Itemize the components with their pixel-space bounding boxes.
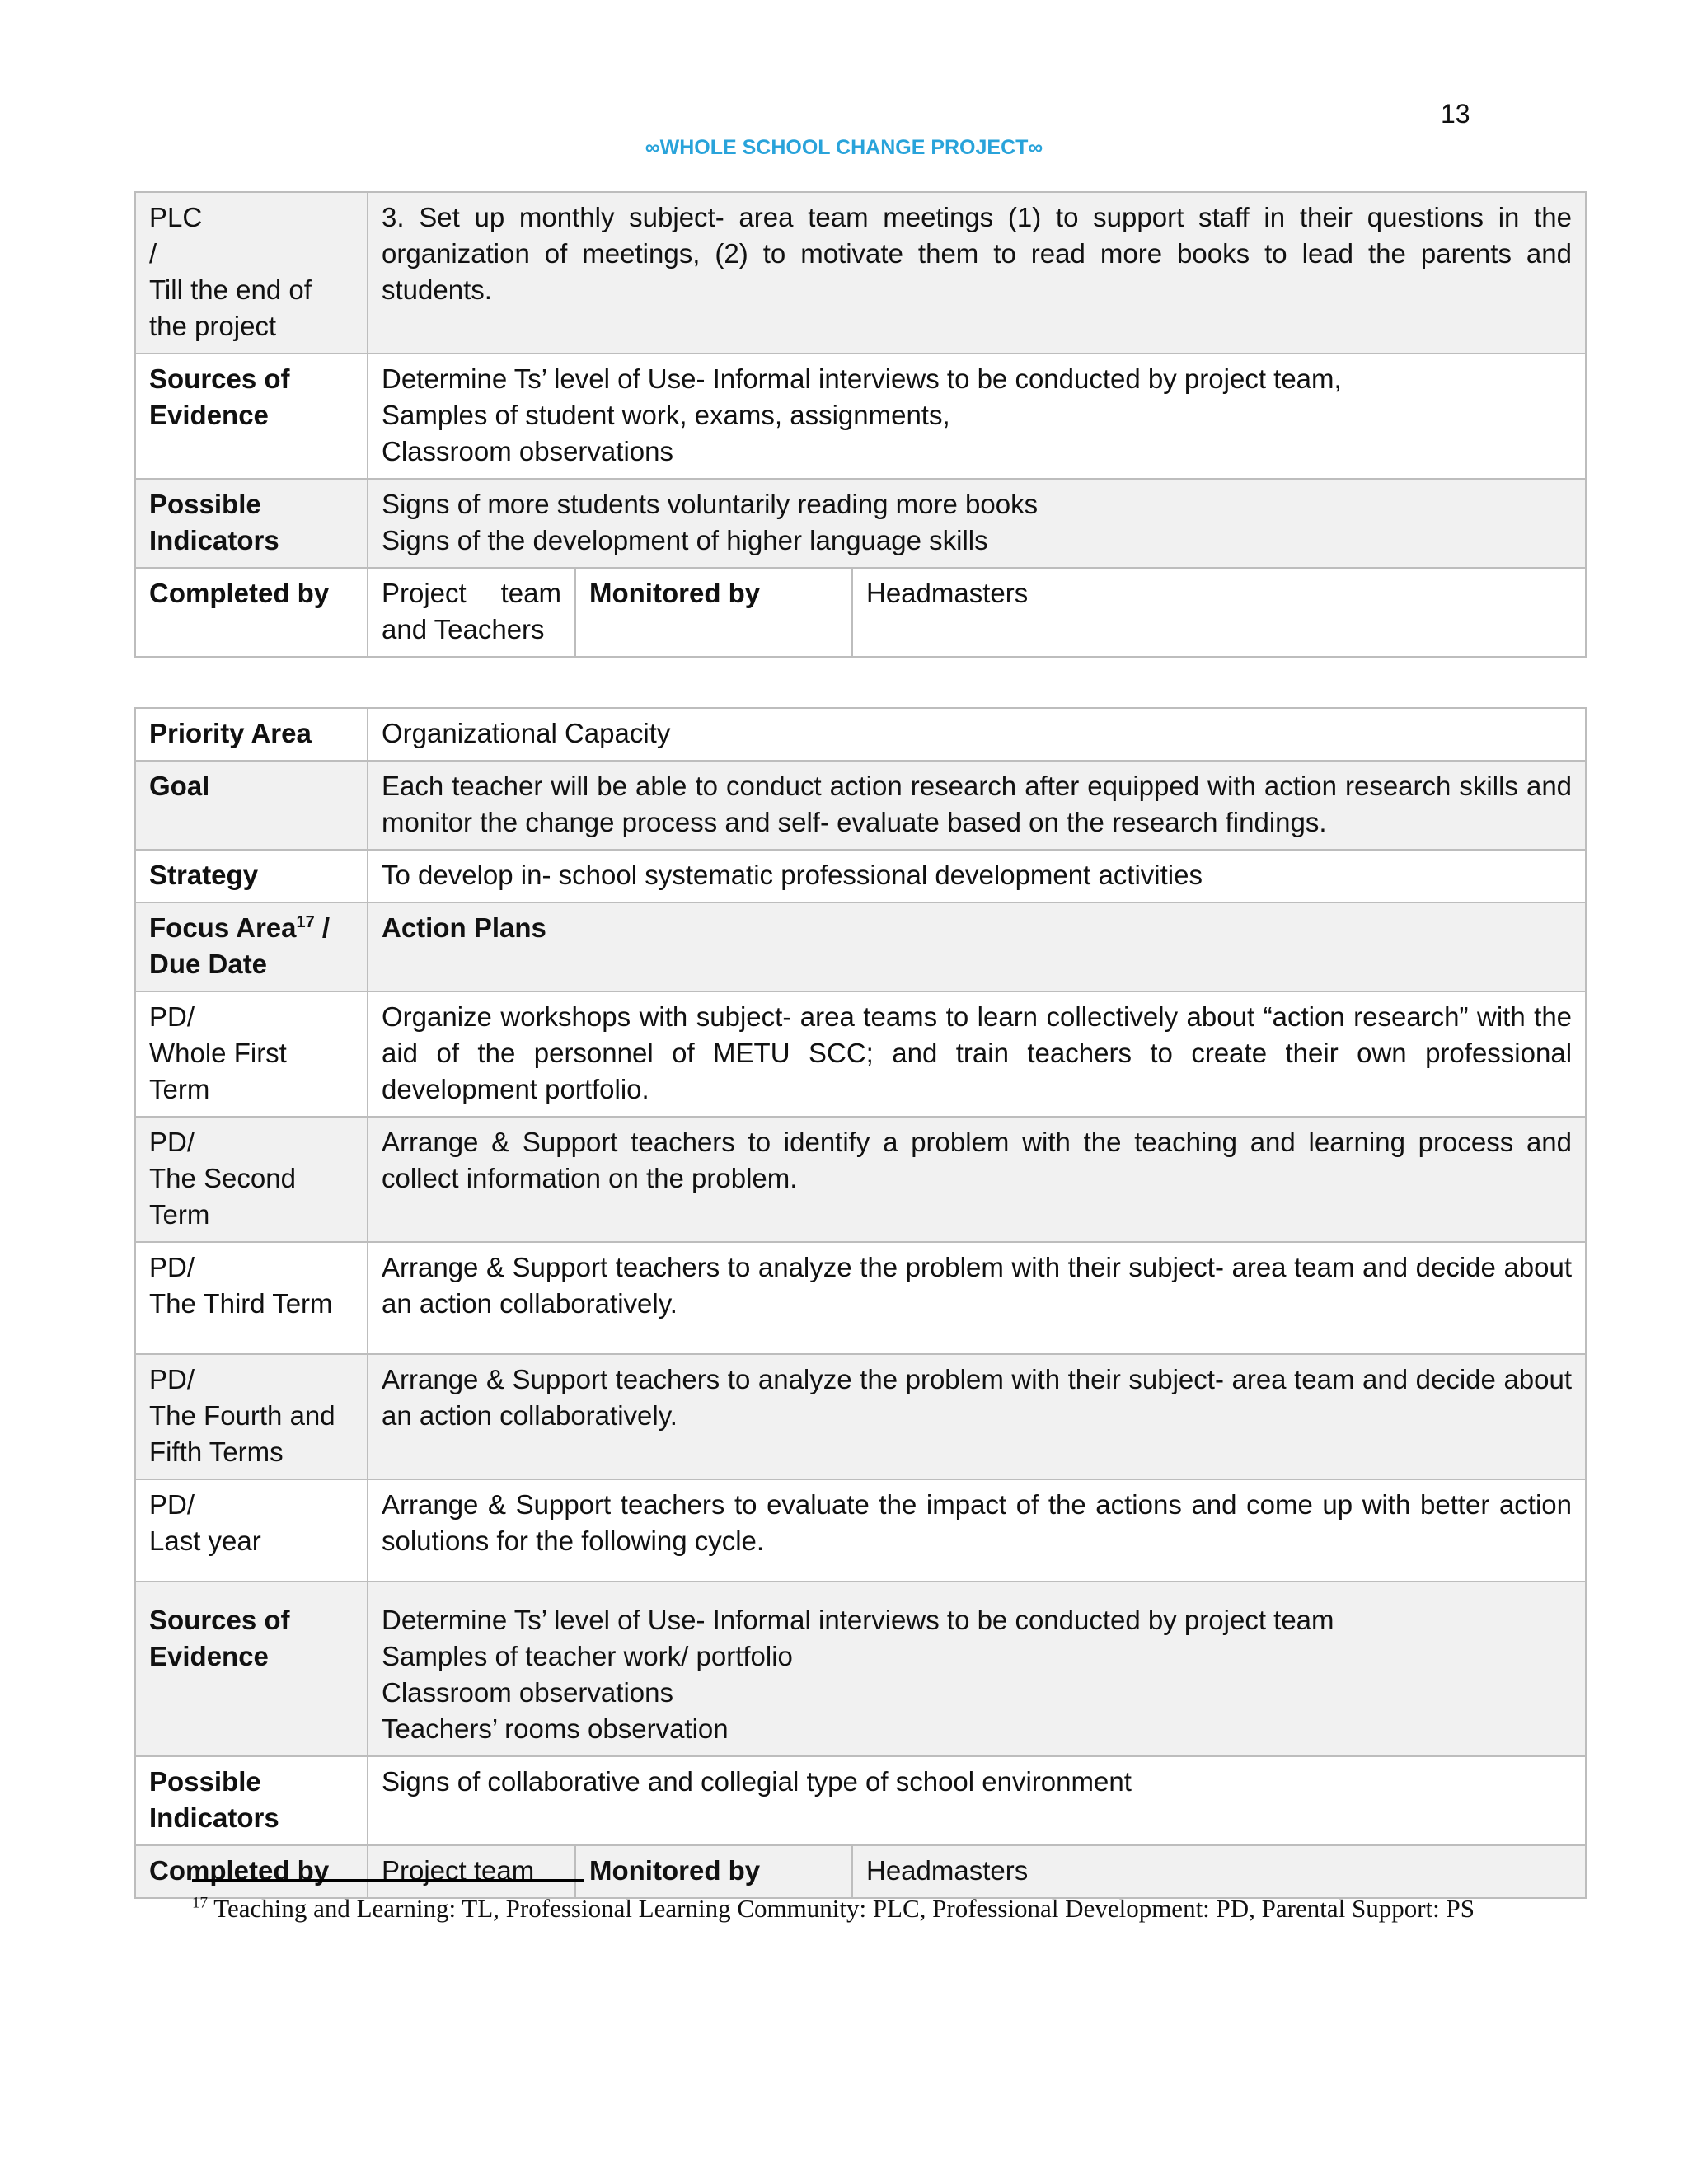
monitored-by-value: Headmasters [852,568,1586,657]
focus-area-cell [135,1479,368,1582]
running-header: ∞WHOLE SCHOOL CHANGE PROJECT∞ [645,136,1043,159]
focus-area-cell [135,991,368,1117]
possible-indicators-label: Possible Indicators [135,1756,368,1845]
focus-line: Term [149,1074,210,1104]
focus-area-cell [135,1354,368,1479]
sources-of-evidence-label: Sources of Evidence [135,1582,368,1756]
table-row [135,1582,1586,1756]
indicator-line: Signs of the development of higher language skills [382,525,988,555]
focus-line: Fifth Terms [149,1436,284,1467]
monitored-by-label: Monitored by [575,568,852,657]
focus-line: Last year [149,1526,261,1556]
action-plan-cell: Organize workshops with subject- area teams to learn collectively about “action research” with the aid of the personnel of METU SCC; and train teachers to create their own professional development portfolio. [368,991,1586,1117]
focus-line: Whole First [149,1038,287,1068]
possible-indicators-cell: Signs of collaborative and collegial type of school environment [368,1756,1586,1845]
focus-area-label: Focus Area [149,912,297,943]
action-plan-cell: 3. Set up monthly subject- area team meetings (1) to support staff in their questions in the organization of meetings, (2) to motivate them to read more books to lead the parents and students. [368,192,1586,354]
focus-line: PD/ [149,1001,195,1032]
monitored-by-label: Monitored by [575,1845,852,1898]
focus-line: PD/ [149,1127,195,1157]
goal-label: Goal [135,761,368,850]
label-line: Till the end of [149,274,312,305]
due-date-label: Due Date [149,949,268,979]
table-row [135,708,1586,761]
footnote-text: Teaching and Learning: TL, Professional Learning Community: PLC, Professional Development: PD, Parental Support: PS [208,1894,1475,1923]
priority-area-value: Organizational Capacity [368,708,1586,761]
focus-area-header [135,902,368,991]
table-row [135,1756,1586,1845]
focus-area-suffix: / [314,912,331,943]
table-row [135,850,1586,902]
label-line: / [149,238,157,269]
action-plans-header: Action Plans [368,902,1586,991]
table-row [135,568,1586,657]
footnote-separator [192,1879,584,1882]
table-row [135,1117,1586,1242]
action-plan-cell: Arrange & Support teachers to analyze the problem with their subject- area team and decide about an action collaboratively. [368,1242,1586,1354]
strategy-label: Strategy [135,850,368,902]
table-row [135,1354,1586,1479]
goal-value: Each teacher will be able to conduct action research after equipped with action research skills and monitor the change process and self- evaluate based on the research findings. [368,761,1586,850]
footnote-marker: 17 [192,1894,208,1912]
table-row [135,1845,1586,1898]
sources-of-evidence-cell [368,354,1586,479]
plc-action-table [134,191,1587,658]
evidence-line: Samples of student work, exams, assignments, [382,400,950,430]
organizational-capacity-table [134,707,1587,1899]
focus-line: The Fourth and [149,1400,335,1431]
focus-area-cell [135,1117,368,1242]
table-row [135,761,1586,850]
strategy-value: To develop in- school systematic professional development activities [368,850,1586,902]
priority-area-label: Priority Area [135,708,368,761]
completed-by-value: Project team and Teachers [368,568,575,657]
evidence-line: Teachers’ rooms observation [382,1713,729,1744]
table-row [135,354,1586,479]
evidence-line: Determine Ts’ level of Use- Informal interviews to be conducted by project team [382,1605,1334,1635]
label-line: the project [149,311,277,341]
focus-line: Term [149,1199,210,1230]
focus-line: PD/ [149,1489,195,1520]
completed-by-label: Completed by [135,1845,368,1898]
focus-line: The Third Term [149,1288,333,1319]
evidence-line: Classroom observations [382,436,673,466]
table-row [135,1242,1586,1354]
possible-indicators-cell [368,479,1586,568]
evidence-line: Samples of teacher work/ portfolio [382,1641,793,1671]
action-plan-cell: Arrange & Support teachers to evaluate the impact of the actions and come up with better action solutions for the following cycle. [368,1479,1586,1582]
evidence-line: Classroom observations [382,1677,673,1708]
footnote [192,1892,1494,1925]
action-plan-cell: Arrange & Support teachers to analyze the problem with their subject- area team and decide about an action collaboratively. [368,1354,1586,1479]
focus-line: The Second [149,1163,296,1193]
possible-indicators-label: Possible Indicators [135,479,368,568]
focus-area-cell [135,1242,368,1354]
indicator-line: Signs of more students voluntarily reading more books [382,489,1039,519]
monitored-by-value: Headmasters [852,1845,1586,1898]
sources-of-evidence-label: Sources of Evidence [135,354,368,479]
focus-area-cell [135,192,368,354]
completed-by-value: Project team [368,1845,575,1898]
focus-line: PD/ [149,1364,195,1394]
table-row [135,991,1586,1117]
table-row [135,902,1586,991]
label-line: PLC [149,202,203,232]
footnote-ref: 17 [296,913,315,931]
evidence-line: Determine Ts’ level of Use- Informal interviews to be conducted by project team, [382,363,1342,394]
focus-line: PD/ [149,1252,195,1282]
table-row [135,479,1586,568]
table-row [135,1479,1586,1582]
sources-of-evidence-cell [368,1582,1586,1756]
page-number: 13 [1441,99,1470,129]
completed-by-label: Completed by [135,568,368,657]
action-plan-cell: Arrange & Support teachers to identify a problem with the teaching and learning process and collect information on the problem. [368,1117,1586,1242]
table-row [135,192,1586,354]
